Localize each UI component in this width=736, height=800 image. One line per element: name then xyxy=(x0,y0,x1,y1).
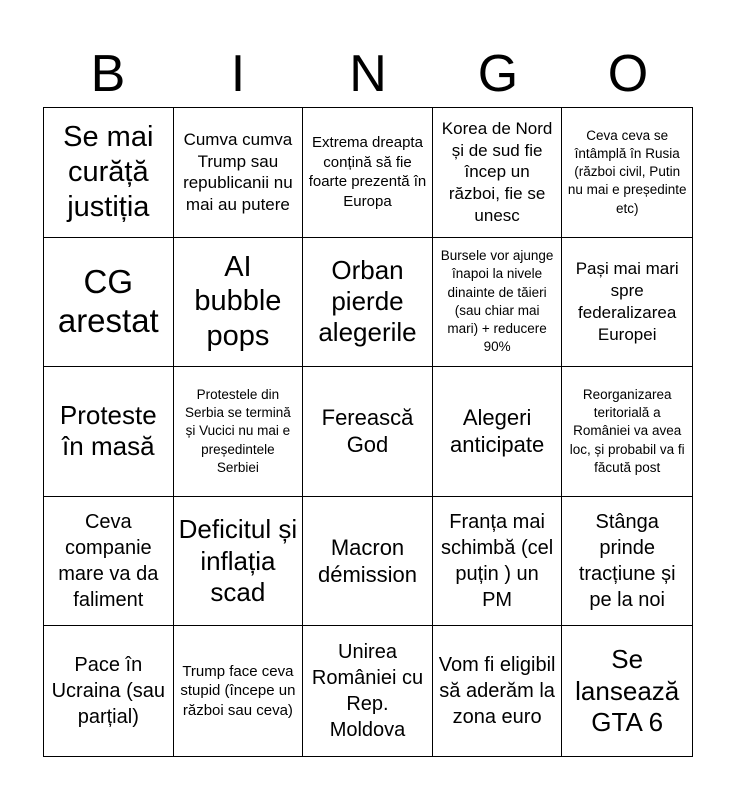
header-letter-g: G xyxy=(477,45,519,103)
cell-text: Orban pierde alegerile xyxy=(318,255,417,348)
cell-text: Deficitul și inflația scad xyxy=(178,514,298,607)
cell-text: Cumva cumva Trump sau republicanii nu mai au putere xyxy=(183,129,293,215)
bingo-header xyxy=(43,42,693,106)
cell-text: Proteste în masă xyxy=(59,400,157,462)
header-letter-i: I xyxy=(230,45,246,103)
cell-text: Vom fi eligibil să aderăm la zona euro xyxy=(438,654,556,729)
bingo-cell[interactable] xyxy=(174,108,304,238)
cell-text: Trump face ceva stupid (începe un război sau ceva) xyxy=(180,662,296,719)
bingo-cell[interactable] xyxy=(433,497,563,627)
cell-text: Pace în Ucraina (sau parțial) xyxy=(51,654,165,729)
cell-text: Se lansează GTA 6 xyxy=(575,644,680,737)
cell-text: Alegeri anticipate xyxy=(450,404,545,458)
cell-text: Extrema dreapta conțină să fie foarte prezentă în Europa xyxy=(308,134,427,210)
cell-text: Macron démission xyxy=(317,534,418,588)
bingo-cell[interactable] xyxy=(44,367,174,497)
bingo-cell[interactable] xyxy=(433,626,563,756)
header-letter-n: N xyxy=(349,45,387,103)
cell-text: AI bubble pops xyxy=(194,250,282,353)
bingo-cell[interactable] xyxy=(174,497,304,627)
bingo-cell[interactable] xyxy=(562,238,692,368)
bingo-cell[interactable] xyxy=(562,497,692,627)
bingo-cell[interactable] xyxy=(174,626,304,756)
cell-text: Ceva companie mare va da faliment xyxy=(58,511,159,612)
cell-text: Reorganizarea teritorială a României va avea loc, și probabil va fi făcută post xyxy=(569,386,685,475)
cell-text: Protestele din Serbia se termină și Vucici nu mai e președintele Serbiei xyxy=(184,386,291,475)
cell-text: Ceva ceva se întâmplă în Rusia (război civil, Putin nu mai e președinte etc) xyxy=(567,127,687,216)
bingo-board xyxy=(43,107,693,757)
header-letter-o: O xyxy=(607,45,649,103)
cell-text: Stânga prinde tracțiune și pe la noi xyxy=(578,511,676,612)
bingo-cell[interactable] xyxy=(44,497,174,627)
cell-text: Korea de Nord și de sud fie încep un război, fie se unesc xyxy=(441,118,553,225)
bingo-cell[interactable] xyxy=(303,497,433,627)
bingo-cell[interactable] xyxy=(433,367,563,497)
bingo-cell[interactable] xyxy=(433,108,563,238)
cell-text: Pași mai mari spre federalizarea Europei xyxy=(575,259,679,344)
bingo-cell[interactable] xyxy=(44,626,174,756)
cell-text: Unirea României cu Rep. Moldova xyxy=(311,641,424,742)
bingo-cell[interactable] xyxy=(303,626,433,756)
bingo-cell[interactable] xyxy=(433,238,563,368)
bingo-cell[interactable] xyxy=(44,238,174,368)
bingo-cell[interactable] xyxy=(562,367,692,497)
header-letter-b: B xyxy=(90,45,126,103)
cell-text: Bursele vor ajunge înapoi la nivele dinainte de tăieri (sau chiar mai mari) + reducere 90% xyxy=(440,248,554,355)
bingo-cell[interactable] xyxy=(303,108,433,238)
cell-text: CG arestat xyxy=(57,262,159,339)
cell-text: Se mai curăță justiția xyxy=(63,121,154,223)
bingo-cell[interactable] xyxy=(44,108,174,238)
bingo-cell[interactable] xyxy=(303,238,433,368)
bingo-cell[interactable] xyxy=(303,367,433,497)
bingo-cell[interactable] xyxy=(174,367,304,497)
bingo-cell[interactable] xyxy=(562,626,692,756)
cell-text: Ferească God xyxy=(321,404,414,458)
bingo-cell[interactable] xyxy=(174,238,304,368)
bingo-cell[interactable] xyxy=(562,108,692,238)
cell-text: Franța mai schimbă (cel puțin ) un PM xyxy=(440,511,554,612)
